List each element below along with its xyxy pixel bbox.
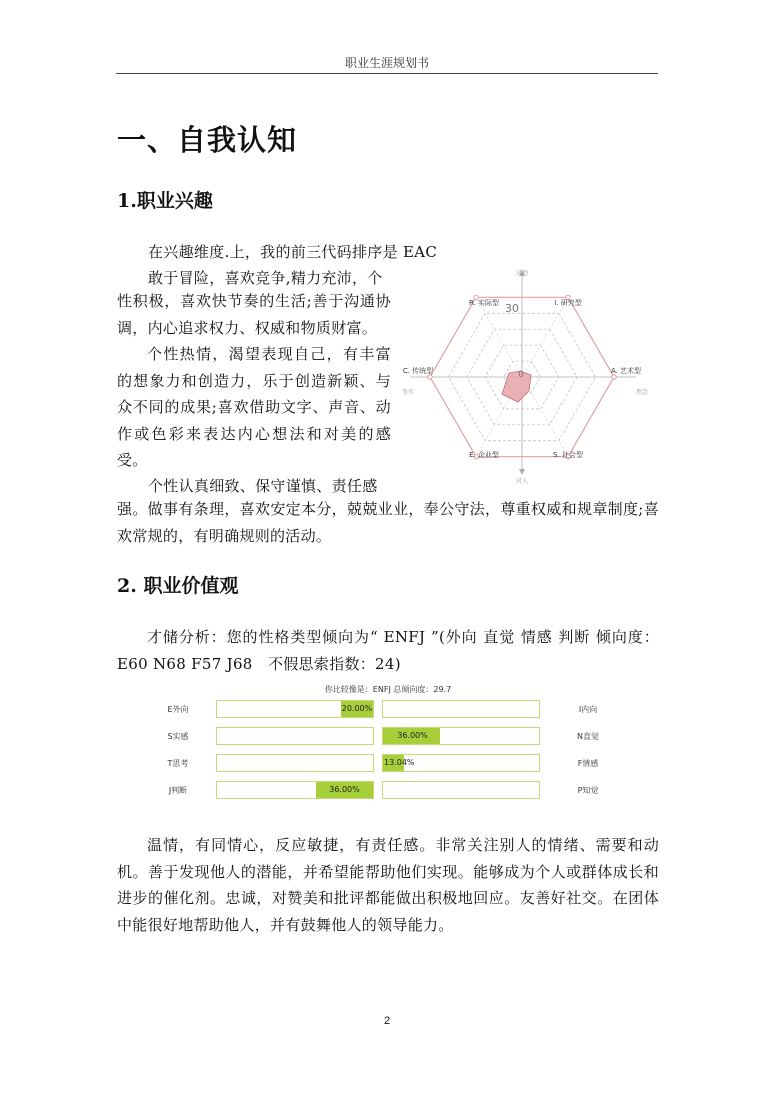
mbti-left-label: E外向 — [167, 705, 189, 714]
mbti-left-track — [216, 727, 374, 745]
mbti-left-label: J判断 — [168, 786, 188, 795]
mbti-right-label: F情感 — [577, 759, 599, 768]
radar-arrow-bottom — [519, 469, 525, 475]
mbti-chart-title: 你比较像是：ENFJ 总倾向度：29.7 — [324, 685, 452, 694]
mbti-value-label: 36.00% — [397, 731, 428, 740]
radar-vertex-dot — [612, 375, 616, 379]
radar-label-i: I. 研究型 — [554, 299, 582, 307]
subsection-heading-values: 2. 职业价值观 — [117, 575, 239, 597]
radar-label-e: E. 企业型 — [469, 451, 499, 459]
mbti-chart — [148, 684, 628, 814]
mbti-value-label: 20.00% — [341, 704, 373, 713]
radar-label-c: C. 传统型 — [402, 367, 434, 375]
mbti-right-track — [382, 781, 540, 799]
mbti-row — [148, 700, 628, 718]
radar-label-s: S. 社会型 — [553, 451, 583, 459]
page-number: 2 — [383, 1015, 391, 1027]
section-heading: 一、自我认知 — [117, 123, 298, 157]
interest-p1-line2: 敢于冒险，喜欢竞争,精力充沛，个 — [148, 269, 383, 287]
mbti-right-track — [382, 700, 540, 718]
values-description: 温情，有同情心，反应敏捷，有责任感。非常关注别人的情绪、需要和动机。善于发现他人的潜能，并希望能帮助他们实现。能够成为个人或群体成长和进步的催化剂。忠诚，对赞美和批评都能做出积极地回应。友善好社交。在团体中能很好地帮助他人，并有鼓舞他人的领导能力。 — [117, 836, 659, 934]
mbti-row — [148, 781, 628, 799]
interest-p3-rest: 强。做事有条理，喜欢安定本分，兢兢业业，奉公守法，尊重权威和规章制度;喜欢常规的，有明确规则的活动。 — [117, 500, 659, 545]
mbti-row — [148, 754, 628, 772]
radar-label-a: A. 艺术型 — [610, 367, 642, 375]
radar-scale-max: 30 — [505, 302, 519, 315]
radar-spoke — [522, 297, 568, 377]
axis-label-bottom: 对人 — [515, 478, 529, 485]
mbti-right-label: P知觉 — [577, 786, 599, 795]
axis-label-right: 理念 — [636, 389, 649, 396]
radar-center-label: 0 — [518, 370, 524, 380]
mbti-value-label: 36.00% — [329, 785, 360, 794]
subsection-heading-interest: 1.职业兴趣 — [117, 190, 213, 212]
radar-label-r: R. 实际型 — [468, 299, 500, 307]
mbti-value-label: 13.04% — [384, 758, 415, 767]
values-intro: 才储分析：您的性格类型倾向为“ ENFJ ”(外向 直觉 情感 判断 倾向度：E60 N68 F57 J68 不假思索指数：24) — [117, 628, 659, 673]
mbti-right-label: N直觉 — [577, 732, 599, 741]
holland-radar-chart — [396, 268, 652, 486]
axis-label-left: 务实 — [402, 389, 415, 396]
radar-vertex-dot — [428, 375, 432, 379]
mbti-row — [148, 727, 628, 745]
mbti-left-track — [216, 754, 374, 772]
header-rule — [116, 73, 658, 74]
radar-score-shape — [502, 371, 531, 402]
interest-p2: 个性热情，渴望表现自己，有丰富的想象力和创造力，乐于创造新颖、与众不同的成果;喜欢借助文字、声音、动作或色彩来表达内心想法和对美的感受。 — [117, 345, 391, 469]
mbti-right-label: I内向 — [578, 705, 598, 714]
interest-p1-rest: 性积极，喜欢快节奏的生活;善于沟通协调，内心追求权力、权威和物质财富。 — [117, 292, 391, 337]
axis-label-top: 对物 — [515, 270, 529, 277]
interest-p1-line1: 在兴趣维度.上，我的前三代码排序是 EAC — [148, 243, 438, 261]
interest-p3-line1: 个性认真细致、保守谨慎、责任感 — [148, 477, 378, 495]
mbti-left-label: T思考 — [167, 759, 189, 768]
mbti-left-label: S实感 — [167, 732, 189, 741]
running-header: 职业生涯规划书 — [344, 56, 429, 70]
